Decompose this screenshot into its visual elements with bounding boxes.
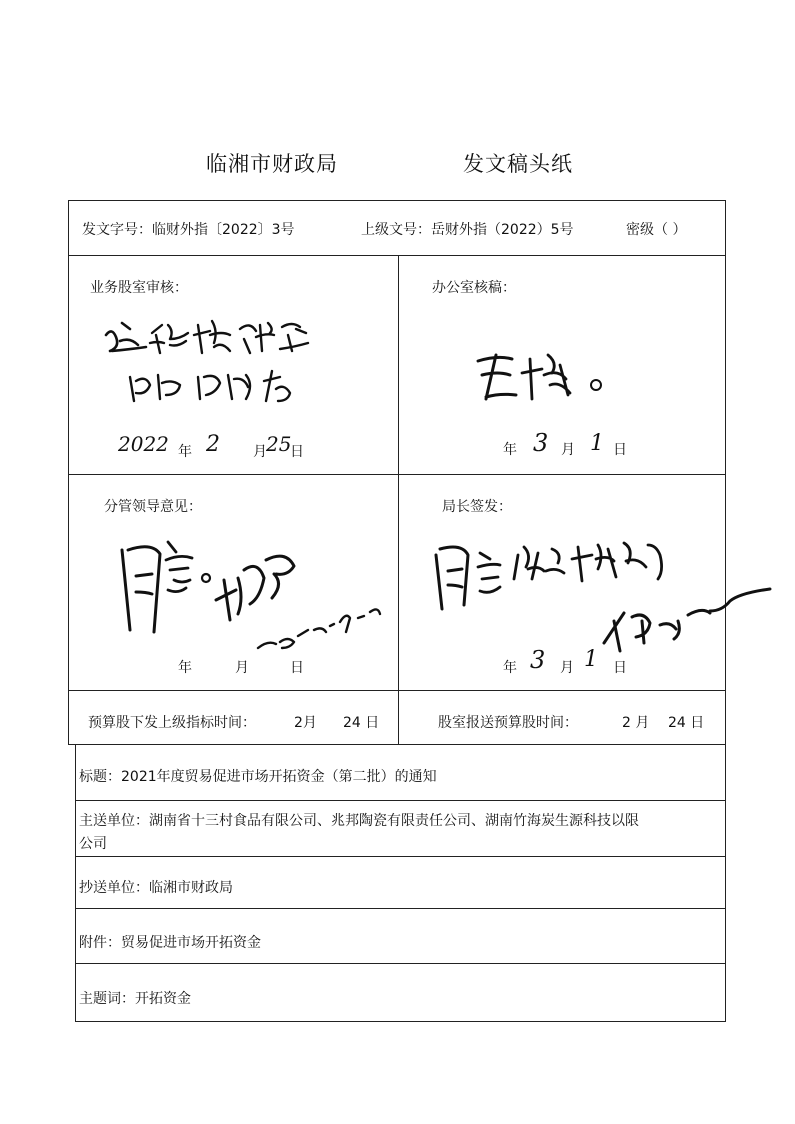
office-review-label: 办公室核稿：: [432, 280, 516, 296]
office-review-year-label: 年: [503, 442, 517, 458]
leader-opinion-handwriting: [108, 530, 398, 660]
superior-doc-number: 上级文号：岳财外指（2022）5号: [361, 222, 574, 238]
business-review-handwriting: [100, 305, 340, 415]
doc-number: 发文字号：临财外指〔2022〕3号: [82, 222, 295, 238]
director-sign-handwriting: [428, 525, 778, 680]
office-review-month-label: 月: [561, 442, 575, 458]
director-sign-day-label: 日: [613, 660, 627, 676]
budget-time-month: 2月: [294, 715, 317, 731]
cc-recipients: 抄送单位：临湘市财政局: [79, 880, 233, 896]
business-review-hand-month: 2: [206, 432, 220, 457]
leader-opinion-day-label: 日: [290, 660, 304, 676]
director-sign-month-label: 月: [560, 660, 574, 676]
director-sign-label: 局长签发：: [442, 499, 512, 515]
business-review-month-label: 月: [253, 444, 267, 460]
doc-type-title: 发文稿头纸: [463, 152, 573, 176]
director-sign-hand-day: 1: [584, 647, 598, 672]
attachment: 附件：贸易促进市场开拓资金: [79, 935, 261, 951]
keywords: 主题词：开拓资金: [79, 991, 191, 1007]
office-review-hand-day: 1: [590, 431, 604, 456]
main-recipients-line1: 主送单位：湖南省十三村食品有限公司、兆邦陶瓷有限责任公司、湖南竹海炭生源科技以限: [79, 813, 639, 829]
budget-time-day: 24 日: [343, 715, 380, 731]
business-review-hand-year: 2022: [118, 432, 169, 456]
leader-opinion-month-label: 月: [235, 660, 249, 676]
director-sign-year-label: 年: [503, 660, 517, 676]
subject: 标题：2021年度贸易促进市场开拓资金（第二批）的通知: [79, 769, 437, 785]
office-review-day-label: 日: [613, 442, 627, 458]
leader-opinion-year-label: 年: [178, 660, 192, 676]
business-review-label: 业务股室审核：: [90, 280, 188, 296]
dept-time-label: 股室报送预算股时间：: [438, 715, 578, 731]
business-review-day-label: 日: [290, 444, 304, 460]
leader-opinion-label: 分管领导意见：: [104, 499, 202, 515]
business-review-year-label: 年: [178, 444, 192, 460]
main-recipients-line2: 公司: [79, 836, 107, 852]
dept-time-day: 24 日: [668, 715, 705, 731]
org-title: 临湘市财政局: [206, 152, 338, 176]
budget-time-label: 预算股下发上级指标时间：: [88, 715, 256, 731]
office-review-handwriting: [470, 345, 630, 415]
director-sign-hand-month: 3: [530, 646, 546, 674]
business-review-hand-day: 25: [266, 432, 292, 456]
dept-time-month: 2 月: [622, 715, 650, 731]
secret-level: 密级（ ）: [626, 222, 687, 238]
office-review-hand-month: 3: [533, 429, 549, 457]
